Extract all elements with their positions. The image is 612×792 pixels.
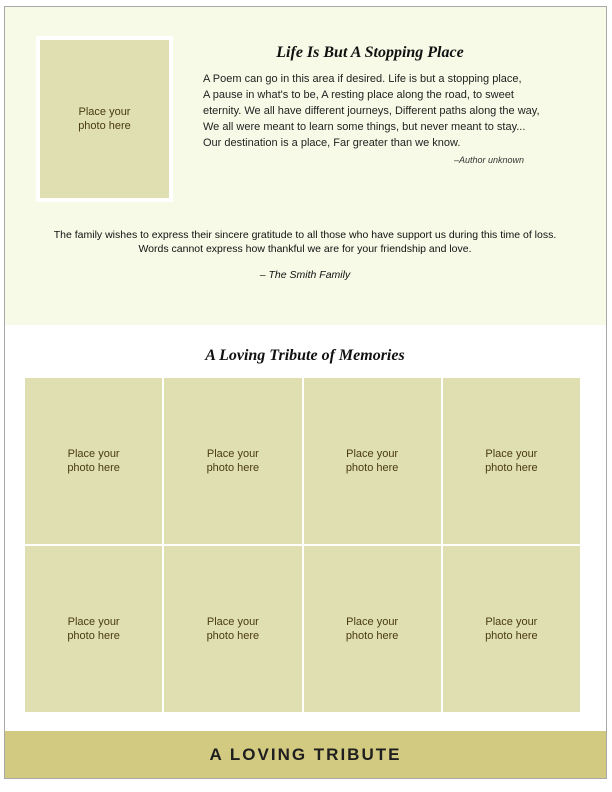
poem-line: A pause in what's to be, A resting place along the road, to sweet xyxy=(203,89,514,101)
photo-placeholder-label: Place your photo here xyxy=(67,448,120,474)
photo-placeholder-label: Place your photo here xyxy=(345,616,399,642)
memory-photo-placeholder[interactable] xyxy=(304,546,441,712)
memory-photo-placeholder[interactable] xyxy=(25,546,162,712)
footer-title: A LOVING TRIBUTE xyxy=(209,744,402,764)
memory-photo-placeholder[interactable] xyxy=(304,378,441,544)
poem-text xyxy=(203,71,563,151)
poem-section xyxy=(5,7,606,325)
footer-banner xyxy=(5,731,606,778)
poem-line: Our destination is a place, Far greater than we know. xyxy=(203,137,461,149)
poem-title: Life Is But A Stopping Place xyxy=(276,44,464,61)
photo-placeholder-label: Place your photo here xyxy=(78,106,131,132)
memories-heading: A Loving Tribute of Memories xyxy=(205,347,405,364)
memories-photo-grid xyxy=(25,378,580,712)
poem-line: We all were meant to learn some things, but never meant to stay... xyxy=(203,121,526,133)
poem-line: eternity. We all have different journeys, Different paths along the way, xyxy=(203,105,540,117)
poem-line: A Poem can go in this area if desired. Life is but a stopping place, xyxy=(203,73,522,85)
main-photo-placeholder[interactable] xyxy=(40,40,169,198)
photo-placeholder-label: Place your photo here xyxy=(206,448,260,474)
main-photo-frame xyxy=(36,36,173,202)
family-signature: – The Smith Family xyxy=(259,269,351,281)
memory-photo-placeholder[interactable] xyxy=(164,378,301,544)
photo-placeholder-label: Place your photo here xyxy=(206,616,260,642)
memory-photo-placeholder[interactable] xyxy=(443,378,580,544)
photo-placeholder-label: Place your photo here xyxy=(485,448,538,474)
photo-placeholder-label: Place your photo here xyxy=(345,448,399,474)
poem-author: –Author unknown xyxy=(453,155,524,165)
memory-photo-placeholder[interactable] xyxy=(443,546,580,712)
memory-photo-placeholder[interactable] xyxy=(164,546,301,712)
memory-photo-placeholder[interactable] xyxy=(25,378,162,544)
photo-placeholder-label: Place your photo here xyxy=(67,616,120,642)
program-page xyxy=(4,6,607,779)
gratitude-message: The family wishes to express their sincere gratitude to all those who have support us during this time of loss. Words cannot express how thankful we are for your friendship and love. xyxy=(53,229,557,255)
photo-placeholder-label: Place your photo here xyxy=(485,616,538,642)
